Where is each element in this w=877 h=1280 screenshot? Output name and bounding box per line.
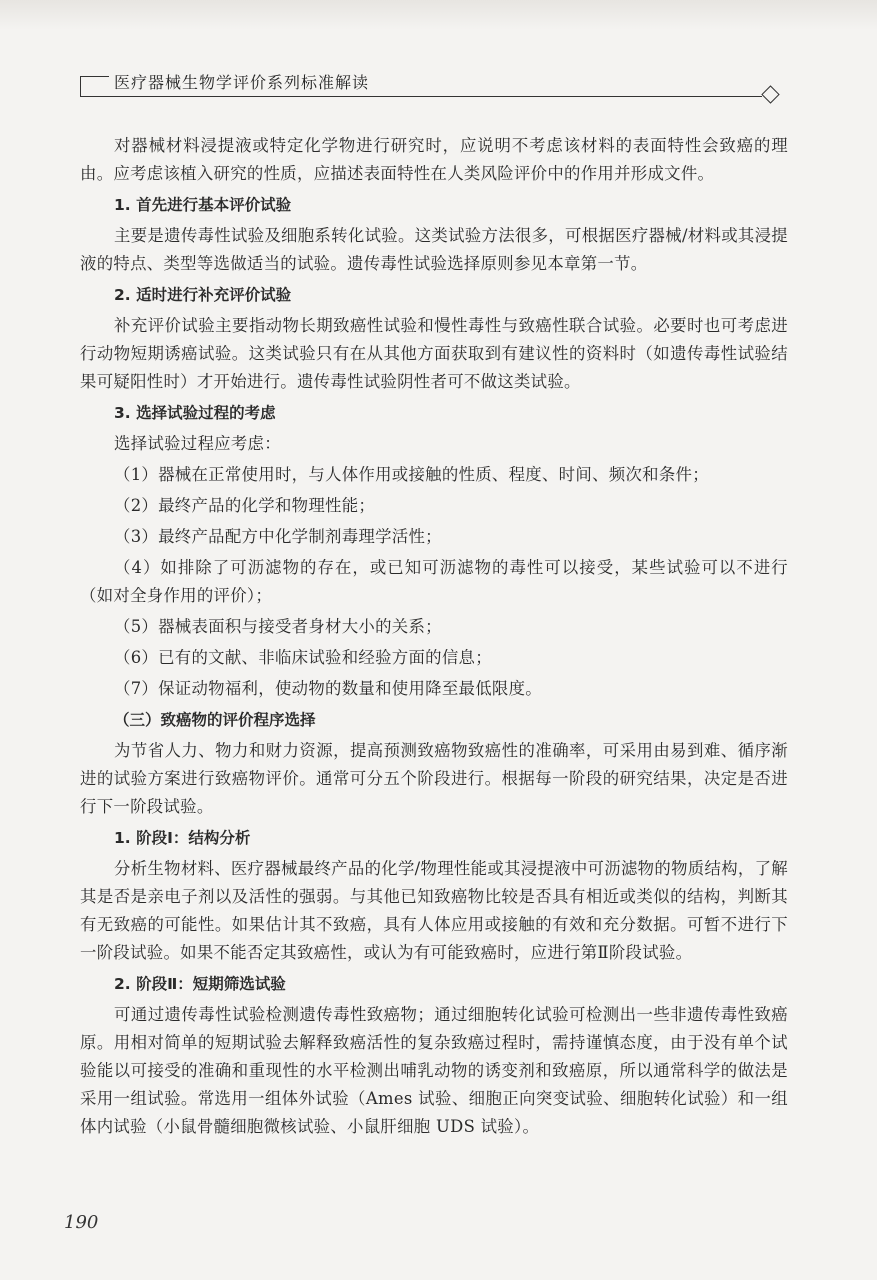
paragraph: 为节省人力、物力和财力资源，提高预测致癌物致癌性的准确率，可采用由易到难、循序渐进的试验方案进行致癌物评价。通常可分五个阶段进行。根据每一阶段的研究结果，决定是否进行下一阶段试验。 xyxy=(80,741,788,816)
paragraph: 分析生物材料、医疗器械最终产品的化学/物理性能或其浸提液中可沥滤物的物质结构，了解其是否是亲电子剂以及活性的强弱。与其他已知致癌物比较是否具有相近或类似的结构，判断其有无致癌的可能性。如果估计其不致癌，具有人体应用或接触的有效和充分数据。可暂不进行下一阶段试验。如果不能否定其致癌性，或认为有可能致癌时，应进行第Ⅱ阶段试验。 xyxy=(80,859,788,962)
list-item: （2）最终产品的化学和物理性能； xyxy=(114,496,376,515)
list-item: （4）如排除了可沥滤物的存在，或已知可沥滤物的毒性可以接受，某些试验可以不进行（如对全身作用的评价）； xyxy=(80,558,788,605)
header-bracket-decoration xyxy=(80,76,109,97)
page-top-shadow xyxy=(0,0,877,30)
section-heading: （三）致癌物的评价程序选择 xyxy=(114,711,316,729)
list-item: （1）器械在正常使用时，与人体作用或接触的性质、程度、时间、频次和条件； xyxy=(114,465,709,484)
running-header xyxy=(80,68,780,108)
paragraph: 选择试验过程应考虑： xyxy=(114,434,281,453)
section-heading: 1. 阶段Ⅰ：结构分析 xyxy=(114,829,251,847)
list-item: （6）已有的文献、非临床试验和经验方面的信息； xyxy=(114,648,492,667)
page-body xyxy=(80,132,788,1144)
paragraph: 对器械材料浸提液或特定化学物进行研究时，应说明不考虑该材料的表面特性会致癌的理由。应考虑该植入研究的性质，应描述表面特性在人类风险评价中的作用并形成文件。 xyxy=(80,136,788,183)
list-item: （3）最终产品配方中化学制剂毒理学活性； xyxy=(114,527,442,546)
section-heading: 3. 选择试验过程的考虑 xyxy=(114,404,276,422)
header-rule xyxy=(80,96,762,97)
section-heading: 2. 适时进行补充评价试验 xyxy=(114,286,292,304)
section-heading: 2. 阶段Ⅱ：短期筛选试验 xyxy=(114,975,286,993)
list-item: （7）保证动物福利，使动物的数量和使用降至最低限度。 xyxy=(114,679,542,698)
diamond-icon xyxy=(761,85,779,103)
paragraph: 补充评价试验主要指动物长期致癌性试验和慢性毒性与致癌性联合试验。必要时也可考虑进行动物短期诱癌试验。这类试验只有在从其他方面获取到有建议性的资料时（如遗传毒性试验结果可疑阳性时）才开始进行。遗传毒性试验阴性者可不做这类试验。 xyxy=(80,316,788,391)
page-number: 190 xyxy=(64,1212,99,1233)
paragraph: 主要是遗传毒性试验及细胞系转化试验。这类试验方法很多，可根据医疗器械/材料或其浸提液的特点、类型等选做适当的试验。遗传毒性试验选择原则参见本章第一节。 xyxy=(80,226,788,273)
list-item: （5）器械表面积与接受者身材大小的关系； xyxy=(114,617,442,636)
header-title: 医疗器械生物学评价系列标准解读 xyxy=(114,73,370,92)
section-heading: 1. 首先进行基本评价试验 xyxy=(114,196,292,214)
paragraph: 可通过遗传毒性试验检测遗传毒性致癌物；通过细胞转化试验可检测出一些非遗传毒性致癌原。用相对简单的短期试验去解释致癌活性的复杂致癌过程时，需持谨慎态度，由于没有单个试验能以可接受的准确和重现性的水平检测出哺乳动物的诱变剂和致癌原，所以通常科学的做法是采用一组试验。常选用一组体外试验（Ames 试验、细胞正向突变试验、细胞转化试验）和一组体内试验（小鼠骨髓细胞微核试验、小鼠肝细胞 UDS 试验）。 xyxy=(80,1005,788,1136)
